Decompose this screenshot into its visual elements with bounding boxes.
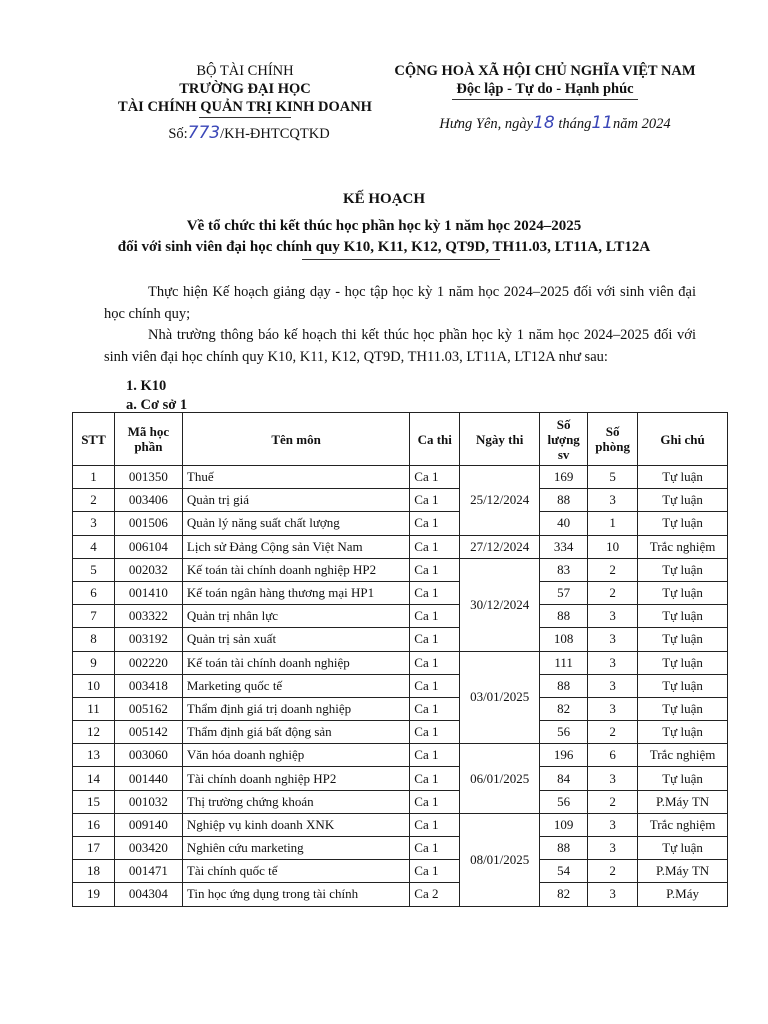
intro-paragraph-2: Nhà trường thông báo kế hoạch thi kết thúc học phần học kỳ 1 năm học 2024–2025 đối với sinh viên đại học chính quy K10, K11, K12, QT9D, TH11.03, LT11A, LT12A như sau:	[104, 327, 696, 365]
cell-subject: Thuế	[182, 466, 409, 489]
cell-subject: Tin học ứng dụng trong tài chính	[182, 883, 409, 906]
table-row	[73, 605, 728, 628]
cell-stt: 12	[73, 721, 115, 744]
cell-exam-date: 30/12/2024	[460, 558, 540, 651]
table-row	[73, 466, 728, 489]
cell-shift: Ca 2	[410, 883, 460, 906]
cell-subject: Kế toán tài chính doanh nghiệp HP2	[182, 558, 409, 581]
cell-rooms: 3	[588, 651, 638, 674]
table-body	[73, 466, 728, 907]
cell-code: 002220	[114, 651, 182, 674]
cell-shift: Ca 1	[410, 605, 460, 628]
col-header-date: Ngày thi	[460, 413, 540, 466]
table-row	[73, 489, 728, 512]
cell-rooms: 2	[588, 721, 638, 744]
cell-rooms: 3	[588, 883, 638, 906]
cell-rooms: 2	[588, 558, 638, 581]
document-title: KẾ HOẠCH	[342, 191, 426, 207]
cell-students: 83	[540, 558, 588, 581]
cell-subject: Kế toán tài chính doanh nghiệp	[182, 651, 409, 674]
cell-stt: 16	[73, 813, 115, 836]
cell-shift: Ca 1	[410, 466, 460, 489]
cell-exam-date: 06/01/2025	[460, 744, 540, 814]
cell-note: Tự luận	[638, 651, 728, 674]
section-k10-heading: 1. K10	[126, 378, 167, 394]
cell-stt: 13	[73, 744, 115, 767]
university-line2: TÀI CHÍNH QUẢN TRỊ KINH DOANH	[118, 99, 372, 115]
table-row	[73, 883, 728, 906]
cell-exam-date: 08/01/2025	[460, 813, 540, 906]
cell-shift: Ca 1	[410, 581, 460, 604]
cell-code: 001350	[114, 466, 182, 489]
col-header-note: Ghi chú	[638, 413, 728, 466]
table-row	[73, 628, 728, 651]
cell-shift: Ca 1	[410, 697, 460, 720]
cell-students: 82	[540, 697, 588, 720]
cell-stt: 8	[73, 628, 115, 651]
cell-shift: Ca 1	[410, 628, 460, 651]
table-row	[73, 813, 728, 836]
cell-stt: 14	[73, 767, 115, 790]
cell-shift: Ca 1	[410, 558, 460, 581]
cell-shift: Ca 1	[410, 651, 460, 674]
document-subtitle-line2: đối với sinh viên đại học chính quy K10, K11, K12, QT9D, TH11.03, LT11A, LT12A	[117, 239, 651, 255]
table-row	[73, 790, 728, 813]
place-date	[360, 114, 730, 133]
cell-shift: Ca 1	[410, 512, 460, 535]
cell-rooms: 3	[588, 489, 638, 512]
cell-shift: Ca 1	[410, 860, 460, 883]
cell-rooms: 3	[588, 837, 638, 860]
cell-stt: 2	[73, 489, 115, 512]
cell-students: 88	[540, 489, 588, 512]
cell-note: Trắc nghiệm	[638, 535, 728, 558]
cell-shift: Ca 1	[410, 837, 460, 860]
cell-stt: 9	[73, 651, 115, 674]
exam-schedule-table	[72, 412, 728, 907]
cell-note: Tự luận	[638, 628, 728, 651]
cell-exam-date: 25/12/2024	[460, 466, 540, 536]
cell-rooms: 3	[588, 605, 638, 628]
cell-students: 334	[540, 535, 588, 558]
cell-shift: Ca 1	[410, 790, 460, 813]
country-name: CỘNG HOÀ XÃ HỘI CHỦ NGHĨA VIỆT NAM	[394, 63, 696, 79]
cell-subject: Quản trị nhân lực	[182, 605, 409, 628]
cell-code: 003406	[114, 489, 182, 512]
cell-subject: Tài chính doanh nghiệp HP2	[182, 767, 409, 790]
cell-stt: 10	[73, 674, 115, 697]
national-motto: Độc lập - Tự do - Hạnh phúc	[456, 81, 634, 97]
cell-code: 001410	[114, 581, 182, 604]
cell-shift: Ca 1	[410, 813, 460, 836]
cell-subject: Kế toán ngân hàng thương mại HP1	[182, 581, 409, 604]
cell-subject: Thẩm định giá trị doanh nghiệp	[182, 697, 409, 720]
cell-exam-date: 03/01/2025	[460, 651, 540, 744]
cell-students: 109	[540, 813, 588, 836]
title-divider	[302, 259, 500, 260]
year-part: năm 2024	[613, 116, 671, 132]
document-subtitle-line1: Về tổ chức thi kết thúc học phần học kỳ 1 năm học 2024–2025	[186, 218, 582, 234]
table-header-row	[73, 413, 728, 466]
cell-shift: Ca 1	[410, 489, 460, 512]
cell-note: Tự luận	[638, 581, 728, 604]
cell-students: 56	[540, 790, 588, 813]
national-header	[360, 62, 730, 133]
col-header-stt: STT	[73, 413, 115, 466]
cell-shift: Ca 1	[410, 767, 460, 790]
table-row	[73, 535, 728, 558]
cell-rooms: 3	[588, 767, 638, 790]
col-header-subject: Tên môn	[182, 413, 409, 466]
month-word: tháng	[558, 116, 592, 132]
cell-note: P.Máy	[638, 883, 728, 906]
table-row	[73, 512, 728, 535]
cell-code: 003418	[114, 674, 182, 697]
cell-rooms: 2	[588, 581, 638, 604]
cell-students: 57	[540, 581, 588, 604]
doc-number-prefix: Số:	[168, 126, 188, 142]
cell-shift: Ca 1	[410, 744, 460, 767]
cell-note: Trắc nghiệm	[638, 813, 728, 836]
cell-students: 84	[540, 767, 588, 790]
cell-stt: 17	[73, 837, 115, 860]
cell-students: 54	[540, 860, 588, 883]
cell-code: 003060	[114, 744, 182, 767]
table-row	[73, 744, 728, 767]
col-header-code: Mã học phần	[114, 413, 182, 466]
cell-subject: Quản lý năng suất chất lượng	[182, 512, 409, 535]
header-right-divider	[452, 99, 638, 100]
cell-note: Tự luận	[638, 489, 728, 512]
month-handwritten: 11	[591, 113, 614, 133]
intro-paragraph-1: Thực hiện Kế hoạch giảng dạy - học tập học kỳ 1 năm học 2024–2025 đối với sinh viên đại học chính quy;	[104, 284, 696, 322]
cell-rooms: 3	[588, 674, 638, 697]
cell-stt: 5	[73, 558, 115, 581]
table-row	[73, 860, 728, 883]
cell-stt: 6	[73, 581, 115, 604]
cell-stt: 11	[73, 697, 115, 720]
cell-students: 169	[540, 466, 588, 489]
cell-rooms: 3	[588, 628, 638, 651]
cell-students: 88	[540, 837, 588, 860]
col-header-rooms: Số phòng	[588, 413, 638, 466]
cell-code: 005142	[114, 721, 182, 744]
header-left-divider	[199, 117, 291, 118]
cell-code: 002032	[114, 558, 182, 581]
cell-shift: Ca 1	[410, 674, 460, 697]
cell-code: 003192	[114, 628, 182, 651]
cell-subject: Quản trị giá	[182, 489, 409, 512]
cell-rooms: 6	[588, 744, 638, 767]
cell-subject: Marketing quốc tế	[182, 674, 409, 697]
cell-subject: Thị trường chứng khoán	[182, 790, 409, 813]
cell-shift: Ca 1	[410, 535, 460, 558]
cell-subject: Quản trị sản xuất	[182, 628, 409, 651]
agency-header	[90, 62, 400, 143]
cell-students: 111	[540, 651, 588, 674]
cell-note: Trắc nghiệm	[638, 744, 728, 767]
cell-rooms: 2	[588, 790, 638, 813]
cell-rooms: 5	[588, 466, 638, 489]
place-date-prefix: Hưng Yên, ngày	[439, 116, 534, 132]
doc-number-handwritten: 773	[187, 123, 221, 143]
cell-code: 006104	[114, 535, 182, 558]
cell-subject: Thẩm định giá bất động sản	[182, 721, 409, 744]
table-row	[73, 837, 728, 860]
university-line1: TRƯỜNG ĐẠI HỌC	[179, 81, 311, 97]
col-header-shift: Ca thi	[410, 413, 460, 466]
cell-code: 001032	[114, 790, 182, 813]
cell-rooms: 1	[588, 512, 638, 535]
cell-note: P.Máy TN	[638, 790, 728, 813]
cell-note: Tự luận	[638, 674, 728, 697]
section-campus-1-heading: a. Cơ sở 1	[126, 397, 188, 413]
cell-stt: 4	[73, 535, 115, 558]
table-row	[73, 651, 728, 674]
cell-note: Tự luận	[638, 605, 728, 628]
cell-note: Tự luận	[638, 558, 728, 581]
cell-students: 88	[540, 605, 588, 628]
table-row	[73, 767, 728, 790]
cell-students: 88	[540, 674, 588, 697]
table-row	[73, 558, 728, 581]
document-number	[90, 124, 400, 143]
cell-subject: Tài chính quốc tế	[182, 860, 409, 883]
col-header-students: Số lượng sv	[540, 413, 588, 466]
cell-subject: Nghiên cứu marketing	[182, 837, 409, 860]
cell-exam-date: 27/12/2024	[460, 535, 540, 558]
table-row	[73, 674, 728, 697]
table-row	[73, 721, 728, 744]
ministry-name: BỘ TÀI CHÍNH	[196, 63, 294, 79]
cell-stt: 15	[73, 790, 115, 813]
cell-note: Tự luận	[638, 721, 728, 744]
cell-note: Tự luận	[638, 767, 728, 790]
cell-code: 003420	[114, 837, 182, 860]
cell-note: P.Máy TN	[638, 860, 728, 883]
cell-code: 009140	[114, 813, 182, 836]
cell-code: 004304	[114, 883, 182, 906]
cell-stt: 7	[73, 605, 115, 628]
cell-code: 005162	[114, 697, 182, 720]
cell-shift: Ca 1	[410, 721, 460, 744]
cell-note: Tự luận	[638, 837, 728, 860]
cell-subject: Nghiệp vụ kinh doanh XNK	[182, 813, 409, 836]
day-handwritten: 18	[533, 113, 555, 133]
cell-note: Tự luận	[638, 512, 728, 535]
cell-rooms: 3	[588, 813, 638, 836]
cell-stt: 18	[73, 860, 115, 883]
cell-rooms: 2	[588, 860, 638, 883]
table-row	[73, 581, 728, 604]
cell-note: Tự luận	[638, 697, 728, 720]
cell-rooms: 3	[588, 697, 638, 720]
cell-subject: Lịch sử Đảng Cộng sản Việt Nam	[182, 535, 409, 558]
cell-note: Tự luận	[638, 466, 728, 489]
cell-students: 40	[540, 512, 588, 535]
cell-students: 56	[540, 721, 588, 744]
cell-stt: 3	[73, 512, 115, 535]
cell-code: 001506	[114, 512, 182, 535]
cell-students: 108	[540, 628, 588, 651]
cell-students: 196	[540, 744, 588, 767]
cell-code: 001471	[114, 860, 182, 883]
doc-number-suffix: /KH-ĐHTCQTKD	[220, 126, 330, 142]
cell-students: 82	[540, 883, 588, 906]
cell-code: 001440	[114, 767, 182, 790]
cell-rooms: 10	[588, 535, 638, 558]
cell-code: 003322	[114, 605, 182, 628]
cell-subject: Văn hóa doanh nghiệp	[182, 744, 409, 767]
table-row	[73, 697, 728, 720]
cell-stt: 1	[73, 466, 115, 489]
cell-stt: 19	[73, 883, 115, 906]
